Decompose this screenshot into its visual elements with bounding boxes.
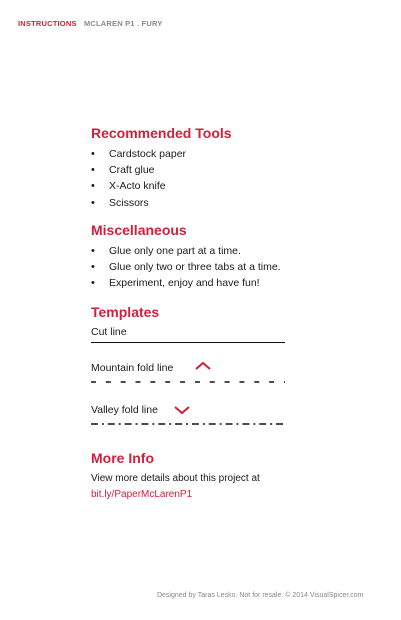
chevron-up-icon: [194, 361, 212, 371]
list-item: • Experiment, enjoy and have fun!: [91, 275, 321, 291]
list-item: • Craft glue: [91, 162, 232, 178]
project-link[interactable]: bit.ly/PaperMcLarenP1: [91, 489, 193, 500]
page-header: [18, 19, 163, 28]
cut-line-label: Cut line: [91, 326, 127, 338]
list-item: • Cardstock paper: [91, 146, 232, 162]
list-item: • Glue only one part at a time.: [91, 243, 321, 259]
mountain-fold-label: Mountain fold line: [91, 362, 174, 374]
more-info-text: View more details about this project at: [91, 473, 260, 484]
footer-credit: Designed by Taras Lesko. Not for resale. © 2014 VisualSpicer.com: [157, 592, 364, 599]
more-info-title: More Info: [91, 450, 154, 466]
list-item: • Scissors: [91, 195, 232, 211]
list-item: • Glue only two or three tabs at a time.: [91, 259, 321, 275]
cut-line: [91, 342, 285, 343]
templates-title: Templates: [91, 304, 160, 320]
more-info-section: [91, 450, 311, 503]
miscellaneous-title: Miscellaneous: [91, 222, 187, 238]
misc-list: [91, 243, 321, 292]
mountain-fold-line: [91, 380, 285, 384]
list-item: • X-Acto knife: [91, 178, 232, 194]
valley-fold-line: [91, 422, 285, 426]
templates-section: [91, 304, 301, 434]
miscellaneous-section: [91, 222, 321, 292]
header-section: INSTRUCTIONS: [18, 19, 77, 28]
tools-list: [91, 146, 232, 211]
valley-fold-label: Valley fold line: [91, 404, 158, 416]
recommended-tools-title: Recommended Tools: [91, 125, 232, 141]
header-project: MCLAREN P1 . FURY: [83, 19, 163, 28]
chevron-down-icon: [173, 405, 191, 415]
recommended-tools-section: [91, 125, 232, 211]
